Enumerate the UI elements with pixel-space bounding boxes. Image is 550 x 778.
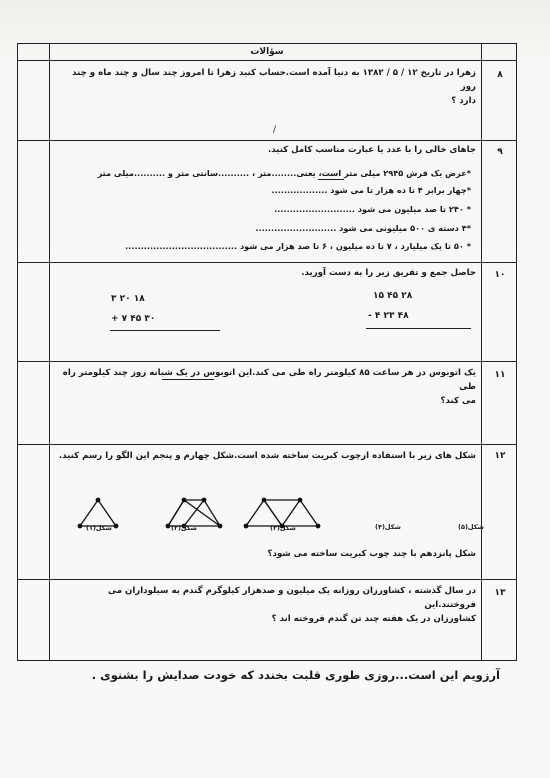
question-9 (58, 143, 476, 157)
addition-row-1: ۳ ۲۰ ۱۸ (111, 294, 145, 304)
question-number: ۱۱ (494, 370, 506, 380)
question-text: جاهای خالی را با عدد یا عبارت مناسب کامل کنید. (267, 145, 476, 155)
table-header: سؤالات (18, 44, 516, 61)
question-text: در سال گذشته ، کشاورزان روزانه یک میلیون و صدهزار کیلوگرم گندم به سیلوداران می فروختند.این (108, 586, 476, 610)
figure-label: شکل(۳) (270, 524, 296, 532)
questions-table (17, 43, 517, 661)
question-13 (58, 584, 476, 626)
question-number: ۱۳ (494, 588, 506, 598)
question-number: ۸ (497, 70, 503, 80)
addition-rule (110, 330, 220, 331)
question-10 (58, 266, 476, 280)
row-divider (18, 140, 516, 141)
pen-mark: / (273, 125, 277, 135)
row-divider (18, 262, 516, 263)
question-text: دارد ؟ (451, 96, 476, 106)
question-text: می کند؟ (440, 396, 476, 406)
question-number: ۱۰ (494, 270, 506, 280)
question-number: ۹ (497, 147, 503, 157)
fill-blank-line: *چهار برابر ۴ تا ده هزار تا می شود .................. (271, 185, 471, 195)
question-12-followup: شکل پانزدهم با چند چوب کبریت ساخته می شود؟ (267, 549, 476, 559)
underline-mark (162, 379, 214, 380)
figure-3-shape (246, 500, 318, 526)
figure-1-triangle (80, 500, 116, 526)
question-text: کشاورزان در یک هفته چند تن گندم فروخته اند ؟ (271, 614, 476, 624)
question-8 (58, 66, 476, 108)
addition-row-2: + ۷ ۴۵ ۳۰ (111, 314, 156, 324)
row-divider (18, 361, 516, 362)
underline-mark (318, 179, 344, 180)
question-number: ۱۲ (494, 451, 506, 461)
row-divider (18, 579, 516, 580)
footer-quote: آرزویم این است...روزی طوری قلبت بخندد که خودت صدایش را بشنوی . (91, 668, 500, 682)
fill-blank-line: * ۲۴۰ تا صد میلیون می شود .......................... (274, 204, 471, 214)
fill-blank-line: * ۵۰ تا یک میلیارد ، ۷ تا ده میلیون ، ۶ تا صد هزار می شود .................................... (125, 241, 471, 251)
question-11 (58, 366, 476, 408)
fill-blank-line: *عرض یک فرش ۲۹۴۵ میلی متر است، یعنی........متر ، ..........سانتی متر و ..........میلی متر (97, 168, 471, 178)
subtraction-row-2: - ۴ ۲۳ ۴۸ (368, 311, 409, 321)
question-text: حاصل جمع و تفریق زیر را به دست آورید. (301, 268, 476, 278)
subtraction-row-1: ۱۵ ۴۵ ۲۸ (373, 291, 413, 301)
figure-label: شکل(۴) (375, 523, 401, 531)
figure-label: شکل(۲) (171, 524, 197, 532)
fill-blank-line: *۴ دسته ی ۵۰۰ میلیونی می شود .......................... (255, 223, 471, 233)
question-text: شکل های زیر با استفاده ازچوب کبریت ساخته شده است.شکل چهارم و پنجم این الگو را رسم کنید. (58, 451, 476, 461)
figure-label: شکل(۵) (458, 523, 484, 531)
figure-label: شکل(۱) (86, 524, 112, 532)
question-text: یک اتوبوس در هر ساعت ۸۵ کیلومتر راه طی می کند.این اتوبوس در یک شبانه روز چند کیلومتر راه طی (62, 368, 476, 392)
subtraction-rule (366, 328, 471, 329)
question-text: زهرا در تاریخ ۱۲ / ۵ / ۱۳۸۲ به دنیا آمده است.حساب کنید زهرا تا امروز چند سال و چند ماه و چند روز (72, 68, 476, 92)
